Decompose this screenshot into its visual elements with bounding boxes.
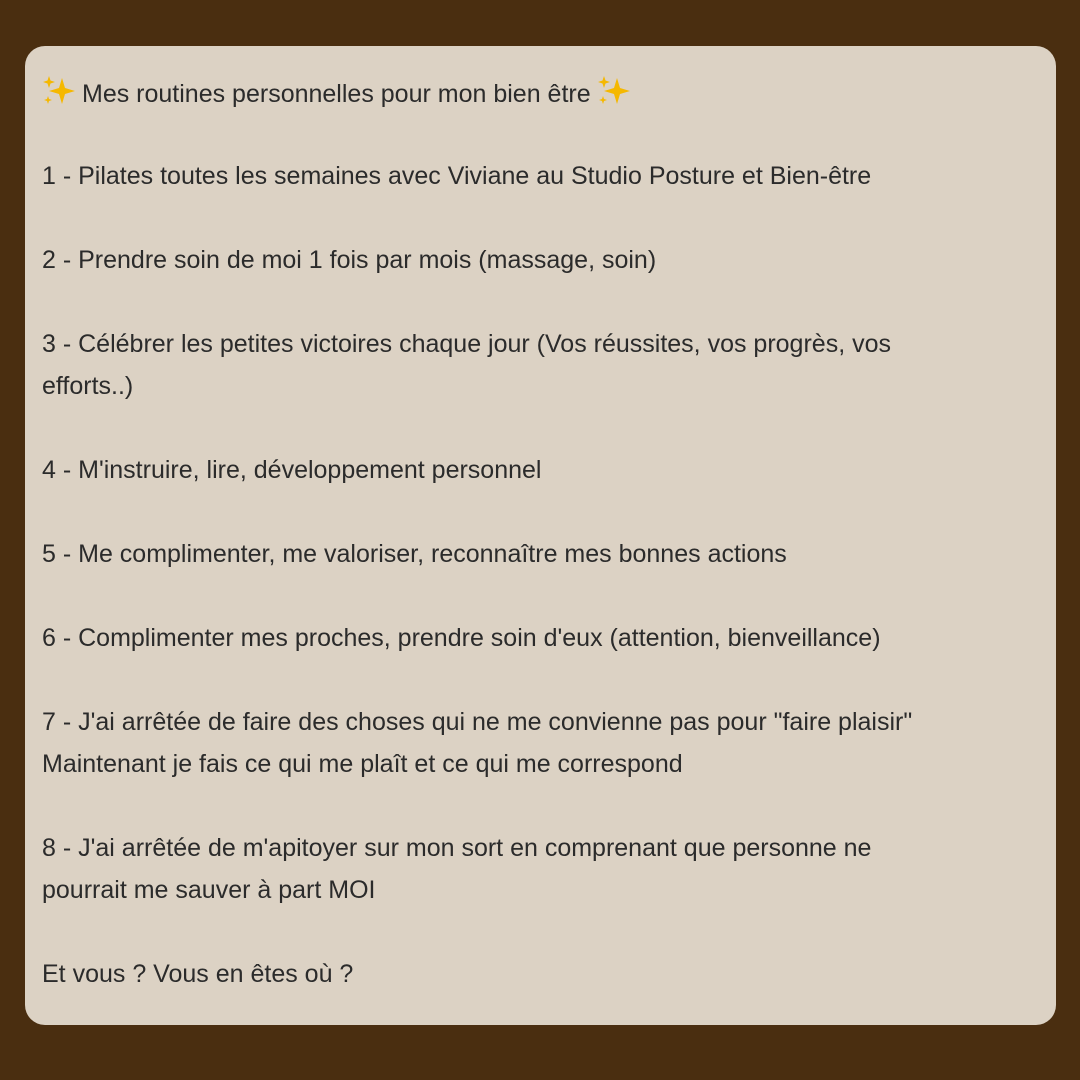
- routine-item-7: 7 - J'ai arrêtée de faire des choses qui ne me convienne pas pour "faire plaisir": [42, 708, 913, 736]
- routine-item-4: 4 - M'instruire, lire, développement personnel: [42, 456, 542, 484]
- post-card: [25, 46, 1056, 1025]
- closing-question: Et vous ? Vous en êtes où ?: [42, 960, 354, 988]
- routine-item-3-continued: efforts..): [42, 372, 134, 400]
- routine-item-2: 2 - Prendre soin de moi 1 fois par mois (massage, soin): [42, 246, 657, 274]
- routine-item-3: 3 - Célébrer les petites victoires chaque jour (Vos réussites, vos progrès, vos: [42, 330, 891, 358]
- routine-item-8: 8 - J'ai arrêtée de m'apitoyer sur mon sort en comprenant que personne ne: [42, 834, 872, 862]
- title-text: Mes routines personnelles pour mon bien être: [82, 80, 591, 108]
- routine-item-6: 6 - Complimenter mes proches, prendre soin d'eux (attention, bienveillance): [42, 624, 881, 652]
- routine-item-8-continued: pourrait me sauver à part MOI: [42, 876, 376, 904]
- routine-item-1: 1 - Pilates toutes les semaines avec Viviane au Studio Posture et Bien-être: [42, 162, 872, 190]
- routine-item-5: 5 - Me complimenter, me valoriser, reconnaître mes bonnes actions: [42, 540, 787, 568]
- post-title: [42, 73, 631, 115]
- sparkles-icon: [597, 74, 631, 108]
- sparkles-icon: [42, 74, 76, 108]
- routine-item-7-continued: Maintenant je fais ce qui me plaît et ce qui me correspond: [42, 750, 683, 778]
